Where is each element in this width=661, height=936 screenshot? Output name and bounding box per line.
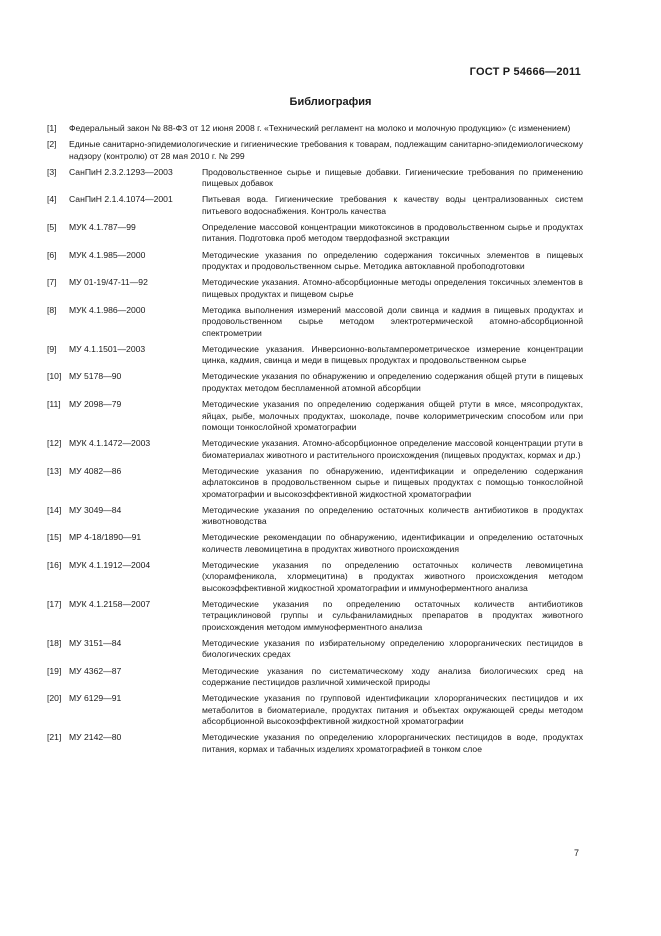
entry-description: Методические указания по избирательному определению хлорорганических пестицидов в биологических средах xyxy=(202,637,583,660)
entry-description: Методические указания по определению хлорорганических пестицидов в воде, продуктах питания, кормах и табачных изделиях хроматографией в тонком слое xyxy=(202,732,583,754)
entry-description: Единые санитарно-эпидемиологические и гигиенические требования к товарам, подлежащим санитарно-эпидемиологическому надзору (контролю) от 28 мая 2010 г. № 299 xyxy=(69,139,583,161)
entry-number: [12] xyxy=(47,438,62,449)
entry-description: Федеральный закон № 88-ФЗ от 12 июня 2008 г. «Технический регламент на молоко и молочную продукцию» (с изменением) xyxy=(69,123,571,133)
entry-number: [3] xyxy=(47,166,57,177)
entry-description: Методические указания по определению остаточных количеств антибиотиков в продуктах животноводства xyxy=(202,504,583,527)
entry-number: [4] xyxy=(47,194,57,205)
entry-description: Методические указания по обнаружению и определению содержания общей ртути в пищевых продуктах методом беспламенной атомной абсорбции xyxy=(202,371,583,393)
entry-document-code: МУ 6129—91 xyxy=(69,693,122,704)
bibliography-entry xyxy=(47,277,583,300)
bibliography-entry xyxy=(47,167,583,190)
entry-number: [7] xyxy=(47,277,57,288)
entry-description: Методические указания. Инверсионно-вольтамперометрическое измерение концентрации цинка, кадмия, свинца и меди в пищевых продуктах и продовольственном сырье xyxy=(202,343,583,366)
bibliography-entry xyxy=(47,194,583,217)
entry-description: Определение массовой концентрации микотоксинов в продовольственном сырье и продуктах питания. Подготовка проб методом твердофазной экстракции xyxy=(202,222,583,244)
entry-description: Методические указания по систематическому ходу анализа биологических сред на содержание пестицидов различной химической природы xyxy=(202,665,583,687)
entry-document-code: МУК 4.1.1472—2003 xyxy=(69,438,151,449)
bibliography-entry xyxy=(47,599,583,633)
entry-description: Методические указания по определению остаточных количеств левомицетина (хлорамфеникола, хлормецитина) в продуктах животного происхождения методом высокоэффективной жидкостной хроматографии и иммуноферментного анализа xyxy=(202,559,583,593)
entry-document-code: МУК 4.1.2158—2007 xyxy=(69,598,151,609)
entry-document-code: МУ 5178—90 xyxy=(69,371,122,382)
entry-number: [18] xyxy=(47,637,62,648)
bibliography-entry xyxy=(47,438,583,461)
entry-number: [2] xyxy=(47,139,57,150)
section-title: Библиография xyxy=(289,96,372,108)
entry-document-code: МУК 4.1.986—2000 xyxy=(69,304,146,315)
entry-description: Методические указания по групповой идентификации хлорорганических пестицидов и их метаболитов в биоматериале, продуктах питания и объектах окружающей среды методом абсорбционной высокоэффективной жидкостной хроматографии xyxy=(202,693,583,727)
entry-document-code: МУ 4362—87 xyxy=(69,665,122,676)
entry-description: Методические указания по обнаружению, идентификации и определению содержания афлатоксинов в продовольственном сырье и пищевых продуктах с помощью тонкослойной хроматографии и высокоэффективной жидкостной хроматографии xyxy=(202,465,583,499)
entry-number: [15] xyxy=(47,532,62,543)
entry-description: Продовольственное сырье и пищевые добавки. Гигиенические требования по применению пищевых добавок xyxy=(202,166,583,189)
entry-description: Питьевая вода. Гигиенические требования к качеству воды централизованных систем питьевого водоснабжения. Контроль качества xyxy=(202,194,583,216)
bibliography-entry xyxy=(47,560,583,594)
entry-description: Методические рекомендации по обнаружению, идентификации и определению остаточных количеств левомицетина в продуктах животного происхождения xyxy=(202,532,583,554)
bibliography-entry xyxy=(47,371,583,394)
bibliography-entry xyxy=(47,466,583,500)
entry-document-code: МУК 4.1.1912—2004 xyxy=(69,559,151,570)
entry-number: [19] xyxy=(47,665,62,676)
entry-number: [13] xyxy=(47,465,62,476)
entry-description: Методические указания. Атомно-абсорбционные методы определения токсичных элементов в пищевых продуктах и пищевом сырье xyxy=(202,277,583,299)
bibliography-entry xyxy=(47,222,583,245)
bibliography-entry xyxy=(47,505,583,528)
entry-document-code: МР 4-18/1890—91 xyxy=(69,532,142,543)
entry-number: [9] xyxy=(47,343,57,354)
entry-number: [20] xyxy=(47,693,62,704)
entry-number: [17] xyxy=(47,598,62,609)
document-id-header: ГОСТ Р 54666—2011 xyxy=(469,66,581,78)
bibliography-entry xyxy=(47,123,583,134)
entry-number: [1] xyxy=(47,123,57,133)
entry-description: Методические указания по определению остаточных количеств антибиотиков тетрациклиновой группы и сульфаниламидных препаратов в продуктах животного происхождения методом иммуноферментного анализа xyxy=(202,598,583,632)
entry-description: Методические указания по определению содержания токсичных элементов в пищевых продуктах и продовольственном сырье. Методика автоклавной пробоподготовки xyxy=(202,249,583,272)
entry-document-code: МУ 3151—84 xyxy=(69,637,122,648)
entry-description: Методика выполнения измерений массовой доли свинца и кадмия в пищевых продуктах и продовольственном сырье методом электротермической атомно-абсорбционной спектрометрии xyxy=(202,304,583,338)
entry-description: Методические указания по определению содержания общей ртути в мясе, мясопродуктах, яйцах, рыбе, молочных продуктах, шоколаде, почве колориметрическим способом или при помощи тонкослойной хроматографии xyxy=(202,399,583,432)
entry-number: [6] xyxy=(47,249,57,260)
bibliography-entry xyxy=(47,139,583,162)
entry-document-code: МУ 01-19/47-11—92 xyxy=(69,277,148,288)
bibliography-entry xyxy=(47,638,583,661)
entry-document-code: СанПиН 2.3.2.1293—2003 xyxy=(69,166,173,177)
entry-number: [16] xyxy=(47,559,62,570)
entry-number: [8] xyxy=(47,304,57,315)
entry-document-code: СанПиН 2.1.4.1074—2001 xyxy=(69,194,173,205)
bibliography-entry xyxy=(47,305,583,339)
bibliography-list xyxy=(47,123,583,760)
bibliography-entry xyxy=(47,666,583,689)
entry-document-code: МУ 2098—79 xyxy=(69,399,122,410)
entry-number: [10] xyxy=(47,371,62,382)
bibliography-entry xyxy=(47,693,583,727)
entry-document-code: МУК 4.1.787—99 xyxy=(69,222,136,233)
entry-number: [5] xyxy=(47,222,57,233)
entry-number: [14] xyxy=(47,504,62,515)
entry-document-code: МУ 4082—86 xyxy=(69,465,122,476)
entry-number: [21] xyxy=(47,732,62,743)
entry-document-code: МУ 4.1.1501—2003 xyxy=(69,343,146,354)
entry-description: Методические указания. Атомно-абсорбционное определение массовой концентрации ртути в биоматериалах животного и растительного происхождения (пищевых продуктах, кормах и др.) xyxy=(202,438,583,460)
entry-document-code: МУК 4.1.985—2000 xyxy=(69,249,146,260)
page-number: 7 xyxy=(573,848,579,858)
bibliography-entry xyxy=(47,732,583,755)
entry-document-code: МУ 3049—84 xyxy=(69,504,122,515)
bibliography-entry xyxy=(47,532,583,555)
bibliography-entry xyxy=(47,250,583,273)
bibliography-entry xyxy=(47,399,583,433)
entry-document-code: МУ 2142—80 xyxy=(69,732,122,743)
entry-number: [11] xyxy=(47,399,61,410)
bibliography-entry xyxy=(47,344,583,367)
